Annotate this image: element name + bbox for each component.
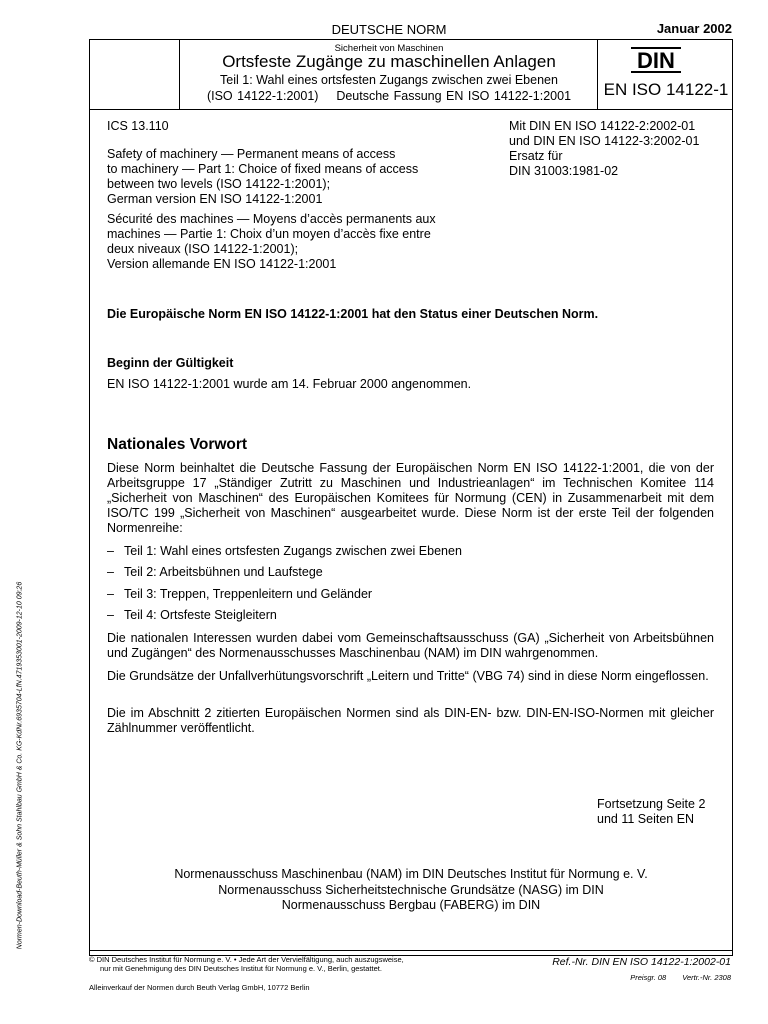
list-item [107,608,277,622]
document-subtitle-1: Teil 1: Wahl eines ortsfesten Zugangs zwischen zwei Ebenen [220,73,558,87]
list-item [107,544,462,558]
replacement-line: und DIN EN ISO 14122-3:2002-01 [509,134,700,148]
list-item [107,565,323,579]
list-dash: – [107,544,114,558]
committee-line: Normenausschuss Bergbau (FABERG) im DIN [281,898,541,912]
copyright-notice [89,955,529,973]
foreword-paragraph-2: Die nationalen Interessen wurden dabei vom Gemeinschaftsausschuss (GA) „Sicherheit von Arbeitsbühnen und Zugängen“ des Normenausschusses Maschinenbau (NAM) im DIN wahrgenommen. [107,631,714,660]
issue-date: Januar 2002 [656,21,732,36]
french-title-line: deux niveaux (ISO 14122-1:2001); [107,242,299,256]
din-logo [629,46,683,74]
french-title-line: machines — Partie 1: Choix d’un moyen d’accès fixe entre [107,227,431,241]
english-title-line: German version EN ISO 14122-1:2001 [107,192,323,206]
replacement-info [509,119,699,179]
norm-type: DEUTSCHE NORM [331,22,447,37]
continuation-line: Fortsetzung Seite 2 [597,797,706,811]
replacement-line: DIN 31003:1981-02 [509,164,619,178]
list-dash: – [107,608,114,622]
header-category: Sicherheit von Maschinen [334,43,444,54]
list-item-text: Teil 1: Wahl eines ortsfesten Zugangs zwischen zwei Ebenen [124,544,462,558]
copyright-line: © DIN Deutsches Institut für Normung e. V. • Jede Art der Vervielfältigung, auch auszugsweise, [89,955,404,964]
header-divider-right [597,39,598,110]
validity-text: EN ISO 14122-1:2001 wurde am 14. Februar 2000 angenommen. [107,377,472,391]
header-divider-left [179,39,180,110]
continuation-note [597,797,705,827]
list-item-text: Teil 2: Arbeitsbühnen und Laufstege [124,565,323,579]
sales-number: Vertr.-Nr. 2308 [682,973,731,982]
english-title-line: Safety of machinery — Permanent means of access [107,147,396,161]
foreword-paragraph-4: Die im Abschnitt 2 zitierten Europäischen Normen sind als DIN-EN- bzw. DIN-EN-ISO-Normen mit gleicher Zählnummer veröffentlicht. [107,706,714,735]
english-title-line: to machinery — Part 1: Choice of fixed means of access [107,162,419,176]
document-code: EN ISO 14122-1 [603,80,729,99]
validity-heading: Beginn der Gültigkeit [107,356,234,370]
french-title-line: Version allemande EN ISO 14122-1:2001 [107,257,337,271]
price-info [630,973,731,982]
foreword-paragraph-1: Diese Norm beinhaltet die Deutsche Fassung der Europäischen Norm EN ISO 14122-1:2001, die von der Arbeitsgruppe 17 „Ständiger Zutritt zu Maschinen und Industrieanlagen“ im Technischen Komitee 114 „Sicherheit von Maschinen“ des Europäischen Komitees für Normung (CEN) in Zusammenarbeit mit dem ISO/TC 199 „Sicherheit von Maschinen“ ausgearbeitet wurde. Diese Norm ist der erste Teil der folgenden Normenreihe: [107,461,714,535]
copyright-line: nur mit Genehmigung des DIN Deutsches Institut für Normung e. V., Berlin, gestattet. [100,964,382,973]
document-title: Ortsfeste Zugänge zu maschinellen Anlagen [222,52,556,71]
sole-sale-notice: Alleinverkauf der Normen durch Beuth Verlag GmbH, 10772 Berlin [89,983,310,992]
foreword-heading: Nationales Vorwort [107,436,248,453]
english-title [107,147,487,207]
continuation-line: und 11 Seiten EN [597,812,695,826]
list-dash: – [107,565,114,579]
list-dash: – [107,587,114,601]
list-item-text: Teil 3: Treppen, Treppenleitern und Geländer [124,587,373,601]
committee-line: Normenausschuss Maschinenbau (NAM) im DIN Deutsches Institut für Normung e. V. [174,867,648,881]
din-logo-text: DIN [637,48,675,73]
foreword-paragraph-3: Die Grundsätze der Unfallverhütungsvorschrift „Leitern und Tritte“ (VBG 74) sind in diese Norm eingeflossen. [107,669,709,683]
footer-divider [89,950,733,951]
list-item-text: Teil 4: Ortsfeste Steigleitern [124,608,277,622]
ics-number: ICS 13.110 [107,119,169,133]
replacement-line: Ersatz für [509,149,563,163]
reference-number: Ref.-Nr. DIN EN ISO 14122-1:2002-01 [552,956,731,968]
french-title [107,212,487,272]
list-item [107,587,372,601]
price-group: Preisgr. 08 [630,973,667,982]
french-title-line: Sécurité des machines — Moyens d’accès permanents aux [107,212,436,226]
download-watermark: Normen-Download-Beuth-Müller & Sohn Stahlbau GmbH & Co. KG-KdNr.6935704-LfN.4719353001-2009-12-10 09:26 [16,581,24,950]
replacement-line: Mit DIN EN ISO 14122-2:2002-01 [509,119,696,133]
english-title-line: between two levels (ISO 14122-1:2001); [107,177,331,191]
committees [89,867,733,914]
document-subtitle-2: (ISO 14122-1:2001) Deutsche Fassung EN ISO 14122-1:2001 [206,89,572,103]
status-statement: Die Europäische Norm EN ISO 14122-1:2001 hat den Status einer Deutschen Norm. [107,307,599,321]
committee-line: Normenausschuss Sicherheitstechnische Grundsätze (NASG) im DIN [218,882,604,897]
